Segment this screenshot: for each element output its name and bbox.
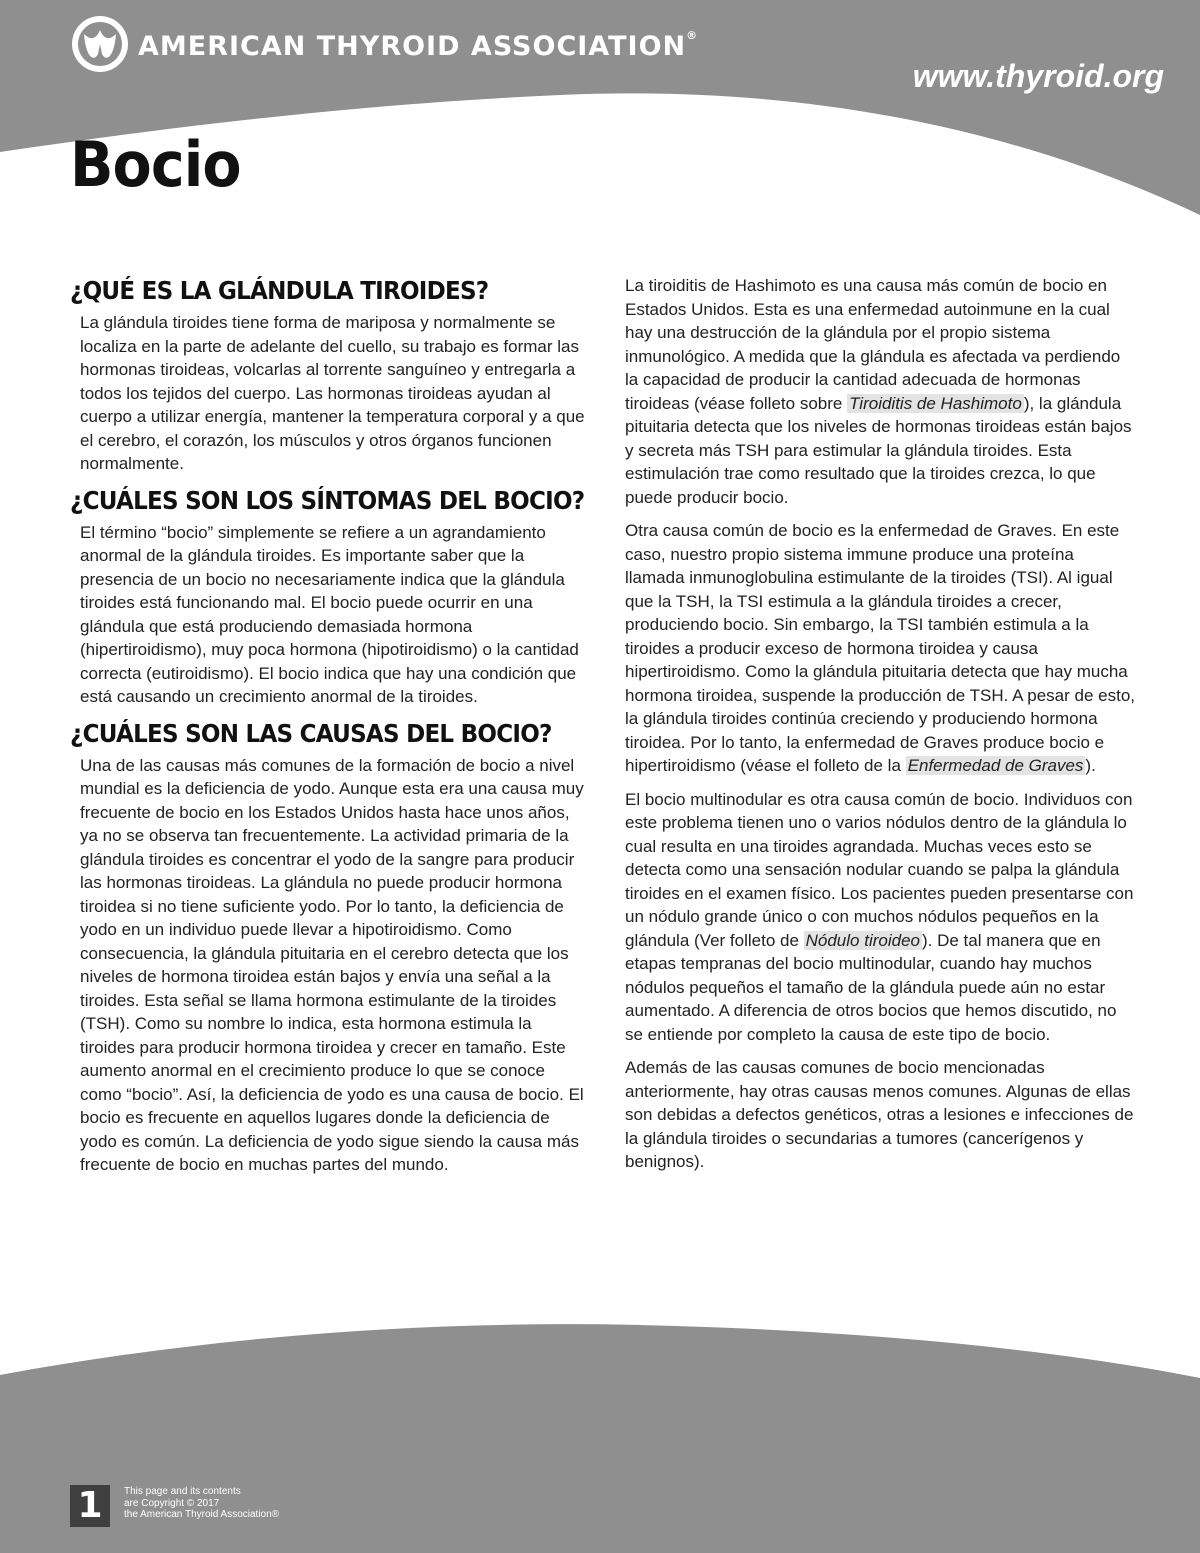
copyright-line: the American Thyroid Association® <box>124 1509 280 1520</box>
registered-mark: ® <box>686 28 699 42</box>
text: El bocio multinodular es otra causa común de bocio. Individuos con este problema tienen uno o varios nódulos dentro de la glándula lo cual resulta en una tiroides agrandada. Muchas veces esto se detecta como una sensación nodular cuando se palpa la glándula tiroides en el examen físico. Los pacientes pueden presentarse con un nódulo grande único o con muchos nódulos pequeños en la glándula (Ver folleto de <box>625 789 1134 950</box>
section-heading: ¿QUÉ ES LA GLÁNDULA TIROIDES? <box>70 276 489 305</box>
text: Otra causa común de bocio es la enfermedad de Graves. En este caso, nuestro propio sistema immune produce una proteína llamada inmunoglobulina estimulante de la tiroides (TSI). Al igual que la TSH, la TSI estimula a la glándula tiroides a crecer, produciendo bocio. Sin embargo, la TSI también estimula a la tiroides a producir exceso de hormona tiroidea y causa hipertiroidismo. Como la glándula pituitaria detecta que hay mucha hormona tiroidea, suspende la producción de TSH. A pesar de esto, la glándula tiroides continúa creciendo y produciendo hormona tiroidea. Por lo tanto, la enfermedad de Graves produce bocio e hipertiroidismo (véase el folleto de la <box>625 521 1136 775</box>
text: ). <box>1085 756 1096 775</box>
copyright-line: This page and its contents <box>124 1486 241 1497</box>
paragraph-other-causes: Además de las causas comunes de bocio mencionadas anteriormente, hay otras causas menos comunes. Algunas de ellas son debidas a defectos genéticos, otras a lesiones e infecciones de la glándula tiroides o secundarias a tumores (cancerígenos y benignos). <box>625 1058 1134 1171</box>
graves-brochure-link[interactable]: Enfermedad de Graves <box>907 756 1084 775</box>
text: La tiroiditis de Hashimoto es una causa más común de bocio en Estados Unidos. Esta es una enfermedad autoinmune en la cual hay una destrucción de la glándula por el propio sistema inmunológico. A medida que la glándula es afectada va perdiendo la capacidad de producir la cantidad adecuada de hormonas tiroideas (véase folleto sobre <box>625 276 1121 413</box>
thyroid-butterfly-logo-icon <box>70 14 130 74</box>
text: ), la glándula pituitaria detecta que los niveles de hormonas tiroideas están bajos y secreta más TSH para estimular la glándula tiroides. Esta estimulación trae como resultado que la tiroides crezca, lo que puede producir bocio. <box>625 393 1132 507</box>
thyroid-nodule-brochure-link[interactable]: Nódulo tiroideo <box>805 930 920 950</box>
left-column <box>70 276 590 1187</box>
org-name-text: AMERICAN THYROID ASSOCIATION <box>138 30 687 62</box>
section-paragraph: Una de las causas más comunes de la formación de bocio a nivel mundial es la deficiencia de yodo. Aunque esta era una causa muy frecuente de bocio en los Estados Unidos hasta hace unos años, ya no se observa tan frecuentemente. La actividad primaria de la glándula tiroides es concentrar el yodo de la sangre para producir las hormonas tiroideas. La glándula no puede producir hormona tiroidea si no tiene suficiente yodo. Por lo tanto, la deficiencia de yodo en un individuo puede llevar a hipotiroidismo. Como consecuencia, la glándula pituitaria en el cerebro detecta que los niveles de hormona tiroidea están bajos y envía una señal a la tiroides. Esta señal se llama hormona estimulante de la tiroides (TSH). Como su nombre lo indica, esta hormona estimula la tiroides para producir hormona tiroidea y crecer en tamaño. Este aumento anormal en el crecimiento produce lo que se conoce como “bocio”. Así, la deficiencia de yodo es una causa de bocio. El bocio es frecuente en aquellos lugares donde la deficiencia de yodo es común. La deficiencia de yodo sigue siendo la causa más frecuente de bocio en muchas partes del mundo. <box>80 755 584 1174</box>
paragraph-multinodular <box>625 788 1135 1047</box>
hashimoto-brochure-link[interactable]: Tiroiditis de Hashimoto <box>849 393 1022 413</box>
copyright-line: are Copyright © 2017 <box>124 1497 220 1509</box>
section-paragraph: El término “bocio” simplemente se refiere a un agrandamiento anormal de la glándula tiroides. Es importante saber que la presencia de un bocio no necesariamente indica que la glándula tiroides está funcionando mal. El bocio puede ocurrir en una glándula que está produciendo demasiada hormona (hipertiroidismo), muy poca hormona (hipotiroidismo) o la cantidad correcta (eutiroidismo). El bocio indica que hay una condición que está causando un crecimiento anormal de la tiroides. <box>80 522 579 706</box>
section-heading: ¿CUÁLES SON LOS SÍNTOMAS DEL BOCIO? <box>70 485 585 515</box>
page-title: Bocio <box>70 128 241 201</box>
logo[interactable] <box>70 14 698 74</box>
org-name <box>138 28 699 62</box>
copyright-notice <box>124 1486 279 1521</box>
paragraph-hashimoto <box>625 274 1135 509</box>
website-link[interactable]: www.thyroid.org <box>912 58 1164 94</box>
text: ). De tal manera que en etapas tempranas del bocio multinodular, cuando hay muchos nódulos pequeños el tamaño de la glándula puede aún no estar aumentado. A diferencia de otros bocios que hemos discutido, no se entiende por completo la causa de este tipo de bocio. <box>625 930 1117 1044</box>
section-heading: ¿CUÁLES SON LAS CAUSAS DEL BOCIO? <box>70 718 552 748</box>
section-paragraph: La glándula tiroides tiene forma de mariposa y normalmente se localiza en la parte de adelante del cuello, su trabajo es formar las hormonas tiroideas, volcarlas al torrente sanguíneo y entregarla a todos los tejidos del cuerpo. Las hormonas tiroideas ayudan al cuerpo a utilizar energía, mantener la temperatura corporal y a que el cerebro, el corazón, los músculos y otros órganos funcionen normalmente. <box>80 313 585 473</box>
right-column <box>625 274 1135 1184</box>
page-number: 1 <box>70 1485 110 1527</box>
paragraph-graves <box>625 519 1135 778</box>
